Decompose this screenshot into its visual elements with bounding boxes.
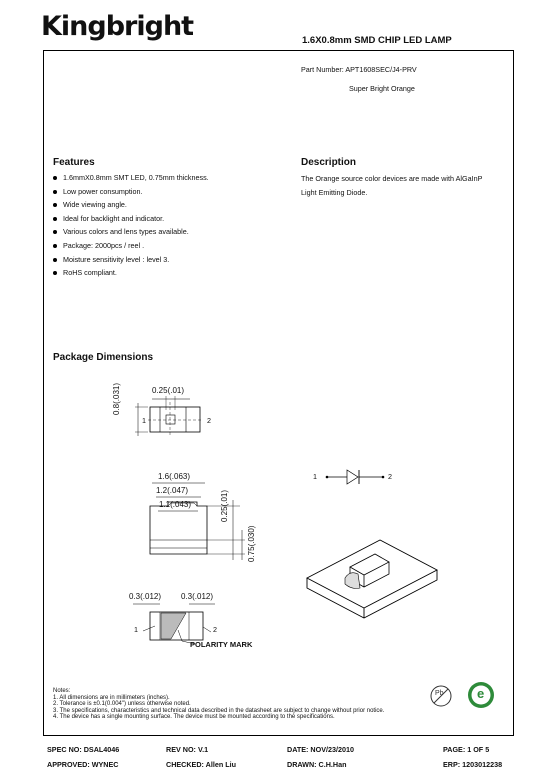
feature-item: 1.6mmX0.8mm SMT LED, 0.75mm thickness.: [53, 171, 209, 185]
pin-label: 2: [213, 625, 217, 634]
pin-label: 2: [207, 416, 211, 425]
dim-label: 0.3(.012): [129, 592, 162, 601]
feature-item: Ideal for backlight and indicator.: [53, 212, 209, 226]
dim-label: 1.1(.043): [159, 500, 192, 509]
part-color: Super Bright Orange: [349, 84, 415, 93]
note-item: 3. The specifications, characteristics and technical data described in the datasheet are subject to change without prior notice.: [53, 707, 385, 714]
description-heading: Description: [301, 157, 357, 168]
note-item: 1. All dimensions are in millimeters (inches).: [53, 694, 170, 701]
dim-label: 1.2(.047): [156, 486, 189, 495]
feature-item: Package: 2000pcs / reel .: [53, 239, 209, 253]
page-number: PAGE: 1 OF 5: [443, 745, 490, 754]
note-item: 2. Tolerance is ±0.1(0.004") unless otherwise noted.: [53, 701, 191, 708]
polarity-mark-label: POLARITY MARK: [190, 640, 253, 649]
feature-item: RoHS compliant.: [53, 266, 209, 280]
feature-item: Various colors and lens types available.: [53, 225, 209, 239]
notes-title: Notes:: [53, 688, 71, 694]
notes: [53, 688, 384, 721]
description-line: Light Emitting Diode.: [301, 188, 368, 197]
description-line: The Orange source color devices are made with AlGaInP: [301, 174, 483, 183]
spec-no: SPEC NO: DSAL4046: [47, 745, 120, 754]
dim-label: 0.3(.012): [181, 592, 214, 601]
kingbright-logo: Kingbright: [41, 11, 194, 42]
drawn-by: DRAWN: C.H.Han: [287, 760, 347, 769]
package-dimensions-heading: Package Dimensions: [53, 352, 154, 363]
pin-label: 1: [142, 416, 146, 425]
date: DATE: NOV/23/2010: [287, 745, 354, 754]
dim-label: 0.8(.031): [112, 382, 121, 415]
feature-item: Low power consumption.: [53, 185, 209, 199]
checked-by: CHECKED: Allen Liu: [166, 760, 237, 769]
dim-label: 1.6(.063): [158, 472, 191, 481]
pin-label: 1: [134, 625, 138, 634]
approved-by: APPROVED: WYNEC: [47, 760, 119, 769]
led-3d-drawing: [307, 540, 437, 618]
note-item: 4. The device has a single mounting surface. The device must be mounted according to the specifications.: [53, 714, 335, 721]
feature-item: Wide viewing angle.: [53, 198, 209, 212]
part-number: Part Number: APT1608SEC/J4-PRV: [301, 65, 417, 74]
rev-no: REV NO: V.1: [166, 745, 209, 754]
pin-label: 1: [313, 472, 317, 481]
feature-item: Moisture sensitivity level : level 3.: [53, 253, 209, 267]
diode-symbol: [326, 470, 385, 484]
rohs-text: e: [477, 686, 485, 701]
pin-label: 2: [388, 472, 392, 481]
dim-label: 0.25(.01): [152, 386, 185, 395]
dim-label: 0.25(.01): [220, 489, 229, 522]
pb-text: Pb: [435, 690, 444, 697]
bottom-view-drawing: [133, 604, 215, 644]
erp-number: ERP: 1203012238: [443, 760, 503, 769]
features-heading: Features: [53, 157, 95, 168]
dim-label: 0.75(.030): [247, 525, 256, 562]
document-title: 1.6X0.8mm SMD CHIP LED LAMP: [302, 35, 452, 46]
